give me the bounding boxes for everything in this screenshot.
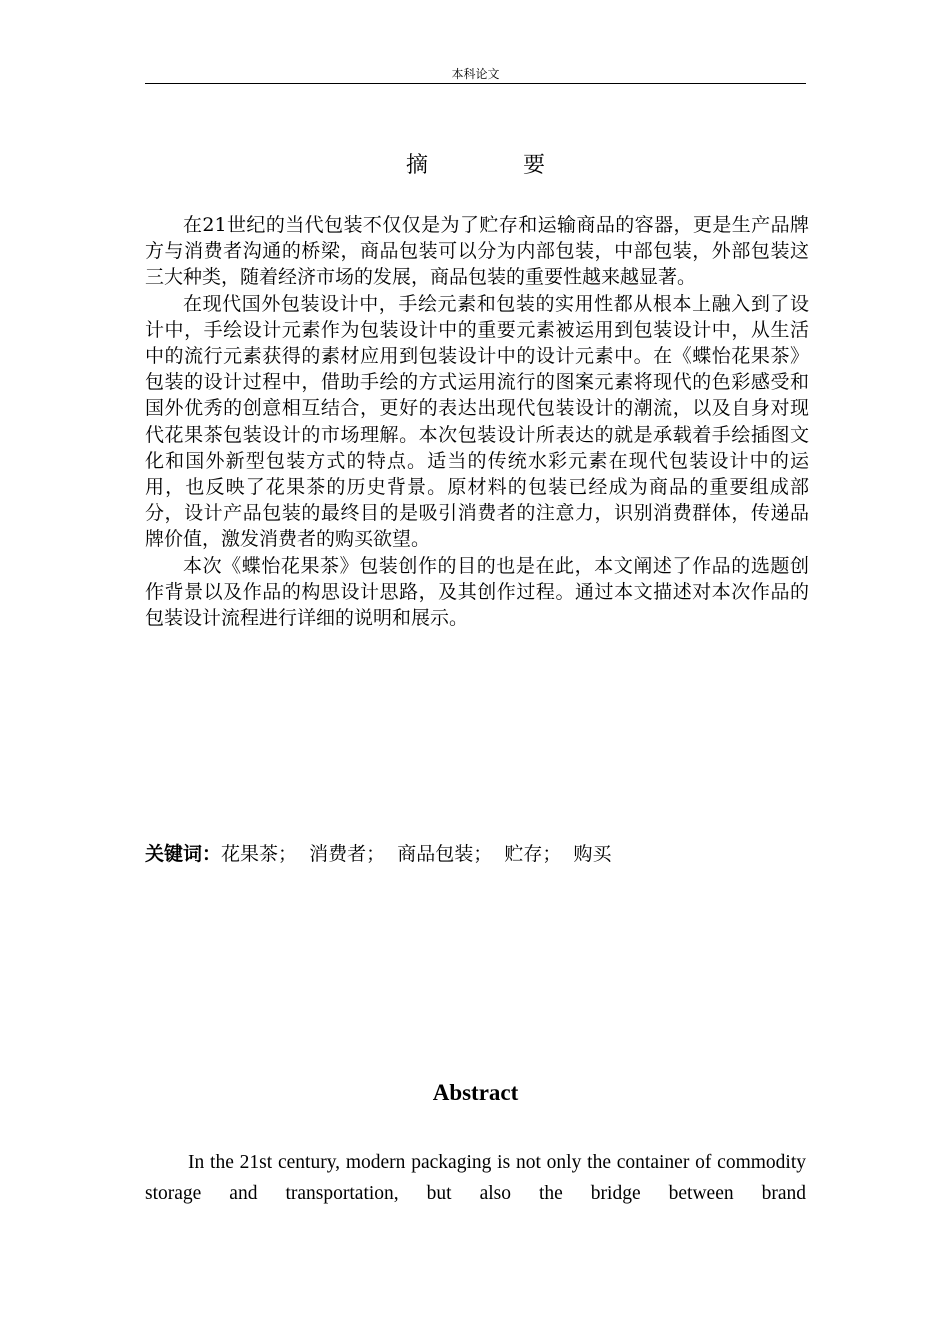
abstract-cn-body (145, 212, 809, 631)
abstract-en-body (145, 1147, 806, 1209)
keywords-line (145, 840, 806, 868)
abstract-cn-paragraph-2: 在现代国外包装设计中，手绘元素和包装的实用性都从根本上融入到了设计中，手绘设计元素作为包装设计中的重要元素被运用到包装设计中，从生活中的流行元素获得的素材应用到包装设计中的设计元素中。在《蝶怡花果茶》包装的设计过程中，借助手绘的方式运用流行的图案元素将现代的色彩感受和国外优秀的创意相互结合，更好的表达出现代包装设计的潮流，以及自身对现代花果茶包装设计的市场理解。本次包装设计所表达的就是承载着手绘插图文化和国外新型包装方式的特点。适当的传统水彩元素在现代包装设计中的运用，也反映了花果茶的历史背景。原材料的包装已经成为商品的重要组成部分，设计产品包装的最终目的是吸引消费者的注意力，识别消费群体，传递品牌价值，激发消费者的购买欲望。 (145, 292, 809, 551)
abstract-en-paragraph: In the 21st century, modern packaging is not only the container of commodity storage and transportation, but also the bridge between brand (145, 1152, 806, 1204)
keyword-item: 商品包装； (397, 843, 493, 865)
abstract-cn-paragraph-1: 在21世纪的当代包装不仅仅是为了贮存和运输商品的容器，更是生产品牌方与消费者沟通的桥梁，商品包装可以分为内部包装，中部包装，外部包装这三大种类，随着经济市场的发展，商品包装的重要性越来越显著。 (145, 214, 809, 289)
abstract-en-title: Abstract (432, 1080, 519, 1105)
abstract-cn-title: 摘 要 (406, 153, 589, 178)
keyword-item: 贮存； (504, 843, 562, 865)
keyword-item: 花果茶； (221, 843, 298, 865)
keyword-item: 购买 (573, 843, 612, 865)
header-rule (145, 83, 806, 84)
keyword-item: 消费者； (309, 843, 386, 865)
keywords-label: 关键词： (145, 843, 222, 865)
abstract-cn-paragraph-3: 本次《蝶怡花果茶》包装创作的目的也是在此，本文阐述了作品的选题创作背景以及作品的构思设计思路，及其创作过程。通过本文描述对本次作品的包装设计流程进行详细的说明和展示。 (145, 554, 809, 630)
running-header: 本科论文 (451, 67, 500, 81)
